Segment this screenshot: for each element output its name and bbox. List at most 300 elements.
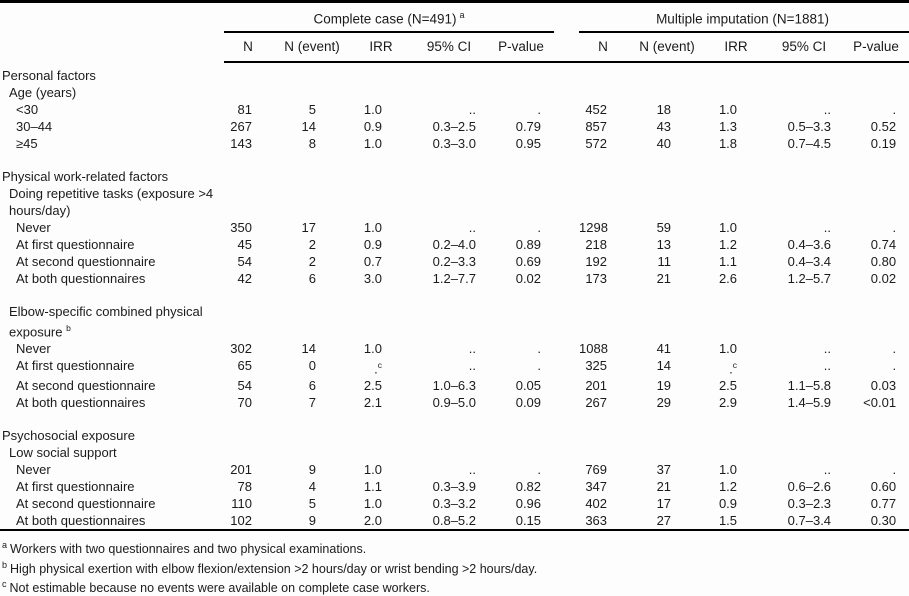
cc-cell-n-event bbox=[272, 303, 352, 340]
footnote-marker: c bbox=[2, 579, 7, 590]
group-gap-cell bbox=[554, 62, 579, 84]
cc-cell-irr bbox=[352, 185, 410, 219]
cc-cell-ci bbox=[410, 168, 488, 185]
mi-cell-ci bbox=[765, 62, 843, 84]
mi-cell-ci bbox=[765, 84, 843, 101]
col-header-p-cc: P-value bbox=[488, 32, 554, 62]
cc-cell-n-event: 9 bbox=[308, 513, 316, 529]
cc-cell-n-event: 6 bbox=[308, 378, 316, 394]
col-header-p-mi: P-value bbox=[843, 32, 909, 62]
table-row bbox=[0, 495, 909, 512]
cc-cell-n bbox=[224, 427, 272, 444]
row-label: At first questionnaire bbox=[16, 357, 135, 373]
cc-cell-ci: 0.3–3.2 bbox=[432, 496, 476, 512]
cc-cell-irr: 1.0 bbox=[363, 219, 382, 235]
group-gap-cell bbox=[554, 394, 579, 411]
mi-cell-ci: .. bbox=[823, 357, 832, 373]
mi-cell-irr: 2.6 bbox=[718, 270, 738, 286]
cc-cell-irr bbox=[352, 168, 410, 185]
mi-cell-n: 857 bbox=[585, 118, 608, 134]
table-row bbox=[0, 303, 909, 340]
mi-cell-ci: .. bbox=[823, 340, 832, 356]
superscript-marker: b bbox=[66, 322, 71, 333]
mi-cell-p-value: 0.77 bbox=[870, 496, 897, 512]
cc-cell-irr: 3.0 bbox=[363, 270, 382, 286]
mi-cell-ci bbox=[765, 303, 843, 340]
cc-cell-ci bbox=[410, 427, 488, 444]
cc-cell-ci: 0.2–3.3 bbox=[432, 253, 476, 269]
group-gap-cell bbox=[554, 478, 579, 495]
col-header-n-mi: N bbox=[579, 32, 627, 62]
group-gap-cell bbox=[554, 427, 579, 444]
cc-cell-irr: 0.7 bbox=[363, 253, 382, 269]
mi-cell-n-event: 13 bbox=[656, 236, 672, 252]
table-row bbox=[0, 84, 909, 101]
row-label: At first questionnaire bbox=[16, 236, 135, 252]
mi-cell-n-event: 14 bbox=[656, 357, 672, 373]
row-label: At both questionnaires bbox=[16, 270, 146, 286]
cc-cell-ci bbox=[410, 444, 488, 461]
cc-cell-n: 54 bbox=[237, 253, 252, 269]
cc-cell-ci: .. bbox=[468, 340, 476, 356]
cc-cell-p-value: 0.69 bbox=[515, 253, 542, 269]
table-row bbox=[0, 478, 909, 495]
mi-cell-n-event bbox=[627, 62, 707, 84]
cc-cell-n bbox=[224, 185, 272, 219]
mi-cell-irr: 1.2 bbox=[718, 236, 738, 252]
mi-cell-p-value: . bbox=[892, 101, 897, 117]
group-gap-cell bbox=[554, 84, 579, 101]
group-gap-cell bbox=[554, 185, 579, 219]
cc-cell-p-value: 0.05 bbox=[515, 378, 542, 394]
mi-cell-p-value: . bbox=[892, 340, 897, 356]
mi-cell-irr: .$^c$ bbox=[729, 359, 738, 377]
group-gap-cell bbox=[554, 461, 579, 478]
mi-cell-n bbox=[579, 185, 627, 219]
mi-cell-n-event bbox=[627, 427, 707, 444]
cc-cell-irr: 1.0 bbox=[363, 462, 382, 478]
footnotes bbox=[0, 531, 909, 596]
row-label: Physical work-related factors bbox=[2, 168, 169, 184]
mi-cell-ci bbox=[765, 444, 843, 461]
cc-cell-p-value bbox=[488, 84, 554, 101]
mi-cell-n-event: 19 bbox=[656, 378, 672, 394]
mi-cell-n bbox=[579, 84, 627, 101]
mi-cell-n: 363 bbox=[585, 513, 608, 529]
row-label: At second questionnaire bbox=[16, 253, 156, 269]
row-label: Age (years) bbox=[9, 84, 77, 100]
cc-cell-n-event bbox=[272, 62, 352, 84]
cc-cell-n: 81 bbox=[237, 101, 252, 117]
group-gap-cell bbox=[554, 357, 579, 377]
table-row bbox=[0, 236, 909, 253]
group-gap-cell bbox=[554, 118, 579, 135]
row-label: Never bbox=[16, 340, 51, 356]
cc-cell-n bbox=[224, 84, 272, 101]
cc-cell-n: 201 bbox=[230, 462, 252, 478]
cc-cell-irr: 2.1 bbox=[363, 395, 382, 411]
cc-cell-irr: 2.0 bbox=[363, 513, 382, 529]
mi-cell-p-value: <0.01 bbox=[863, 395, 897, 411]
mi-cell-ci: 1.4–5.9 bbox=[787, 395, 832, 411]
table-row bbox=[0, 270, 909, 287]
mi-cell-n: 452 bbox=[585, 101, 608, 117]
footnote-c bbox=[2, 577, 907, 596]
row-label: Never bbox=[16, 219, 51, 235]
cc-cell-p-value bbox=[488, 185, 554, 219]
mi-cell-n-event: 21 bbox=[656, 270, 672, 286]
row-label: At second questionnaire bbox=[16, 496, 156, 512]
column-header-row bbox=[0, 32, 909, 62]
row-label: At second questionnaire bbox=[16, 378, 156, 394]
mi-cell-ci: 0.7–4.5 bbox=[787, 135, 832, 151]
cc-cell-n bbox=[224, 168, 272, 185]
mi-cell-n-event bbox=[627, 303, 707, 340]
cc-cell-irr: 0.9 bbox=[363, 236, 382, 252]
mi-cell-n bbox=[579, 427, 627, 444]
cc-cell-n: 65 bbox=[237, 357, 252, 373]
cc-cell-irr: 1.0 bbox=[363, 101, 382, 117]
group-gap-cell bbox=[554, 253, 579, 270]
mi-cell-n bbox=[579, 444, 627, 461]
column-header-gap bbox=[554, 32, 579, 62]
footnote-a bbox=[2, 538, 907, 558]
cc-cell-n-event bbox=[272, 427, 352, 444]
mi-cell-ci: 0.5–3.3 bbox=[787, 118, 832, 134]
cc-cell-n-event: 5 bbox=[308, 101, 316, 117]
cc-cell-n bbox=[224, 303, 272, 340]
cc-cell-ci: 0.3–3.0 bbox=[432, 135, 476, 151]
mi-cell-irr bbox=[707, 303, 765, 340]
table-row bbox=[0, 340, 909, 357]
cc-cell-n: 54 bbox=[237, 378, 252, 394]
cc-cell-irr: 1.1 bbox=[363, 479, 382, 495]
table-row bbox=[0, 219, 909, 236]
table-row bbox=[0, 185, 909, 219]
cc-cell-n-event: 9 bbox=[308, 462, 316, 478]
cc-cell-irr: 1.0 bbox=[363, 496, 382, 512]
mi-cell-n-event bbox=[627, 444, 707, 461]
mi-cell-ci: .. bbox=[823, 462, 832, 478]
col-header-ci-cc: 95% CI bbox=[410, 32, 488, 62]
cc-cell-n: 110 bbox=[231, 496, 252, 512]
cc-cell-n-event: 8 bbox=[308, 135, 316, 151]
cc-cell-n-event bbox=[272, 168, 352, 185]
col-header-n-event-cc: N (event) bbox=[272, 32, 352, 62]
cc-cell-p-value: 0.79 bbox=[515, 118, 542, 134]
col-header-n-event-mi: N (event) bbox=[627, 32, 707, 62]
mi-cell-p-value bbox=[843, 185, 909, 219]
mi-cell-n: 402 bbox=[585, 496, 608, 512]
table-row bbox=[0, 377, 909, 394]
mi-cell-irr bbox=[707, 185, 765, 219]
mi-cell-p-value bbox=[843, 62, 909, 84]
cc-cell-n: 102 bbox=[230, 513, 252, 529]
table-body bbox=[0, 62, 909, 531]
mi-cell-n: 1298 bbox=[579, 219, 608, 235]
cc-cell-n-event: 2 bbox=[308, 236, 316, 252]
mi-cell-p-value bbox=[843, 84, 909, 101]
superscript-marker: c bbox=[732, 359, 738, 370]
footnote-text: High physical exertion with elbow flexion/extension >2 hours/day or wrist bending >2 hours/day. bbox=[10, 561, 538, 576]
mi-cell-p-value: . bbox=[892, 357, 897, 373]
mi-cell-n: 173 bbox=[585, 270, 608, 286]
group-superscript: a bbox=[459, 10, 465, 20]
mi-cell-irr: 1.0 bbox=[718, 219, 738, 235]
cc-cell-n: 70 bbox=[237, 395, 252, 411]
mi-cell-ci: 1.1–5.8 bbox=[787, 378, 832, 394]
cc-cell-ci: .. bbox=[468, 462, 476, 478]
section-spacer bbox=[0, 287, 909, 303]
section-spacer bbox=[0, 411, 909, 427]
group-gap-cell bbox=[554, 168, 579, 185]
mi-cell-n-event bbox=[627, 168, 707, 185]
mi-cell-n-event: 43 bbox=[656, 118, 672, 134]
mi-cell-n: 267 bbox=[585, 395, 608, 411]
cc-cell-irr bbox=[352, 62, 410, 84]
group-label: Complete case (N=491) bbox=[313, 11, 457, 27]
cc-cell-ci: 0.9–5.0 bbox=[432, 395, 476, 411]
mi-cell-irr: 1.8 bbox=[718, 135, 738, 151]
mi-cell-irr: 0.9 bbox=[718, 496, 738, 512]
table-row bbox=[0, 461, 909, 478]
footnote-b bbox=[2, 558, 907, 578]
group-gap-cell bbox=[554, 303, 579, 340]
mi-cell-p-value: 0.60 bbox=[870, 479, 897, 495]
mi-cell-p-value: 0.19 bbox=[870, 135, 897, 151]
cc-cell-p-value: . bbox=[537, 219, 542, 235]
mi-cell-ci: 0.4–3.6 bbox=[787, 236, 832, 252]
mi-cell-ci: 0.4–3.4 bbox=[787, 253, 832, 269]
mi-cell-irr: 1.0 bbox=[718, 340, 738, 356]
cc-cell-n-event: 17 bbox=[301, 219, 316, 235]
cc-cell-n-event: 2 bbox=[308, 253, 316, 269]
mi-cell-n: 201 bbox=[585, 378, 608, 394]
mi-cell-ci: 0.6–2.6 bbox=[787, 479, 832, 495]
cc-cell-p-value: . bbox=[537, 340, 542, 356]
cc-cell-p-value: 0.89 bbox=[515, 236, 542, 252]
table-row bbox=[0, 135, 909, 152]
row-label: At both questionnaires bbox=[16, 513, 146, 529]
group-gap-cell bbox=[554, 340, 579, 357]
mi-cell-n-event: 40 bbox=[656, 135, 672, 151]
table-row bbox=[0, 427, 909, 444]
col-header-ci-mi: 95% CI bbox=[765, 32, 843, 62]
cc-cell-n-event: 4 bbox=[308, 479, 316, 495]
table-row bbox=[0, 253, 909, 270]
group-header-row bbox=[0, 2, 909, 32]
table-row bbox=[0, 394, 909, 411]
cc-cell-p-value bbox=[488, 444, 554, 461]
mi-cell-n-event: 27 bbox=[656, 513, 672, 529]
mi-cell-p-value bbox=[843, 303, 909, 340]
spacer-row bbox=[0, 152, 909, 168]
footnote-text: Workers with two questionnaires and two physical examinations. bbox=[10, 542, 367, 557]
cc-cell-irr: 1.0 bbox=[363, 340, 382, 356]
cc-cell-p-value: 0.96 bbox=[515, 496, 542, 512]
superscript-marker: c bbox=[377, 359, 382, 370]
mi-cell-n: 347 bbox=[585, 479, 608, 495]
label-column-spacer bbox=[0, 2, 224, 32]
mi-cell-ci bbox=[765, 427, 843, 444]
mi-cell-p-value: . bbox=[892, 462, 897, 478]
mi-cell-p-value bbox=[843, 168, 909, 185]
mi-cell-p-value: 0.74 bbox=[870, 236, 897, 252]
group-gap-cell bbox=[554, 270, 579, 287]
mi-cell-n-event: 41 bbox=[656, 340, 672, 356]
row-label: ≥45 bbox=[16, 135, 38, 151]
mi-cell-ci bbox=[765, 185, 843, 219]
mi-cell-p-value: 0.30 bbox=[870, 513, 897, 529]
mi-cell-n: 325 bbox=[585, 357, 608, 373]
group-gap-cell bbox=[554, 101, 579, 118]
mi-cell-ci: .. bbox=[823, 219, 832, 235]
mi-cell-ci bbox=[765, 168, 843, 185]
cc-cell-irr bbox=[352, 303, 410, 340]
cc-cell-n: 143 bbox=[230, 135, 252, 151]
mi-cell-irr bbox=[707, 168, 765, 185]
row-label: <30 bbox=[16, 101, 39, 117]
mi-cell-irr bbox=[707, 427, 765, 444]
group-gap-cell bbox=[554, 444, 579, 461]
cc-cell-ci: 1.2–7.7 bbox=[432, 270, 476, 286]
mi-cell-irr: 1.1 bbox=[718, 253, 738, 269]
mi-cell-ci: .. bbox=[823, 101, 832, 117]
cc-cell-p-value bbox=[488, 427, 554, 444]
mi-cell-n: 218 bbox=[585, 236, 608, 252]
group-gap bbox=[554, 2, 579, 32]
cc-cell-p-value: 0.02 bbox=[515, 270, 542, 286]
mi-cell-irr: 1.2 bbox=[718, 479, 738, 495]
group-label: Multiple imputation (N=1881) bbox=[656, 11, 830, 27]
row-label: 30–44 bbox=[16, 118, 53, 134]
mi-cell-p-value: 0.80 bbox=[870, 253, 897, 269]
spacer-row bbox=[0, 411, 909, 427]
mi-cell-n bbox=[579, 168, 627, 185]
cc-cell-n bbox=[224, 62, 272, 84]
group-gap-cell bbox=[554, 512, 579, 530]
cc-cell-p-value bbox=[488, 303, 554, 340]
mi-cell-n: 1088 bbox=[579, 340, 608, 356]
mi-cell-ci: 0.7–3.4 bbox=[787, 513, 832, 529]
mi-cell-irr: 1.0 bbox=[718, 101, 738, 117]
mi-cell-n: 572 bbox=[585, 135, 608, 151]
spacer-row bbox=[0, 287, 909, 303]
cc-cell-irr bbox=[352, 84, 410, 101]
cc-cell-n-event: 14 bbox=[301, 340, 316, 356]
footnote-text: Not estimable because no events were available on complete case workers. bbox=[9, 581, 430, 596]
cc-cell-n: 302 bbox=[230, 340, 252, 356]
cc-cell-p-value: . bbox=[537, 101, 542, 117]
cc-cell-p-value: 0.09 bbox=[515, 395, 542, 411]
mi-cell-n: 769 bbox=[585, 462, 608, 478]
footnote-marker: b bbox=[2, 559, 8, 570]
label-column-spacer bbox=[0, 32, 224, 62]
mi-cell-ci: 1.2–5.7 bbox=[787, 270, 832, 286]
col-header-irr-mi: IRR bbox=[707, 32, 765, 62]
cc-cell-n: 78 bbox=[237, 479, 252, 495]
cc-cell-irr: 0.9 bbox=[363, 118, 382, 134]
table-row bbox=[0, 118, 909, 135]
mi-cell-n: 192 bbox=[585, 253, 608, 269]
cc-cell-irr bbox=[352, 427, 410, 444]
cc-cell-n: 267 bbox=[230, 118, 252, 134]
cc-cell-irr: .$^c$ bbox=[374, 359, 382, 377]
cc-cell-n-event: 0 bbox=[308, 357, 316, 373]
mi-cell-p-value: 0.52 bbox=[870, 118, 897, 134]
row-label: Elbow-specific combined physical exposure $^b$ bbox=[9, 303, 203, 339]
mi-cell-n-event: 17 bbox=[656, 496, 672, 512]
mi-cell-n-event bbox=[627, 84, 707, 101]
cc-cell-p-value: . bbox=[537, 462, 542, 478]
mi-cell-irr bbox=[707, 84, 765, 101]
table-row bbox=[0, 101, 909, 118]
table-row bbox=[0, 168, 909, 185]
cc-cell-n-event bbox=[272, 84, 352, 101]
group-header-complete-case bbox=[224, 2, 554, 32]
mi-cell-n-event: 37 bbox=[656, 462, 672, 478]
mi-cell-p-value bbox=[843, 444, 909, 461]
col-header-irr-cc: IRR bbox=[352, 32, 410, 62]
cc-cell-n: 42 bbox=[237, 270, 252, 286]
group-gap-cell bbox=[554, 219, 579, 236]
section-spacer bbox=[0, 152, 909, 168]
mi-cell-n bbox=[579, 303, 627, 340]
mi-cell-n-event: 59 bbox=[656, 219, 672, 235]
cc-cell-p-value: . bbox=[537, 357, 542, 373]
cc-cell-p-value: 0.95 bbox=[515, 135, 542, 151]
row-label: At both questionnaires bbox=[16, 395, 146, 411]
group-gap-cell bbox=[554, 135, 579, 152]
cc-cell-n-event bbox=[272, 185, 352, 219]
mi-cell-irr: 2.9 bbox=[718, 395, 738, 411]
table-row bbox=[0, 512, 909, 530]
cc-cell-ci: 0.8–5.2 bbox=[432, 513, 476, 529]
row-label: Personal factors bbox=[2, 67, 96, 83]
cc-cell-ci: .. bbox=[468, 357, 476, 373]
cc-cell-n: 350 bbox=[230, 219, 252, 235]
col-header-n-cc: N bbox=[224, 32, 272, 62]
cc-cell-p-value bbox=[488, 62, 554, 84]
mi-cell-n-event bbox=[627, 185, 707, 219]
mi-cell-irr: 1.0 bbox=[718, 462, 738, 478]
row-label: Doing repetitive tasks (exposure >4 hours/day) bbox=[9, 185, 214, 218]
row-label: Psychosocial exposure bbox=[2, 428, 135, 444]
cc-cell-n: 45 bbox=[237, 236, 252, 252]
mi-cell-p-value: 0.02 bbox=[870, 270, 897, 286]
group-gap-cell bbox=[554, 236, 579, 253]
cc-cell-n-event: 5 bbox=[308, 496, 316, 512]
cc-cell-p-value bbox=[488, 168, 554, 185]
mi-cell-p-value: 0.03 bbox=[870, 378, 897, 394]
footnote-marker: a bbox=[2, 540, 8, 551]
cc-cell-ci: .. bbox=[468, 219, 476, 235]
mi-cell-n-event: 21 bbox=[656, 479, 672, 495]
cc-cell-ci bbox=[410, 303, 488, 340]
mi-cell-n-event: 29 bbox=[656, 395, 672, 411]
cc-cell-ci: 0.3–2.5 bbox=[432, 118, 476, 134]
row-label: At first questionnaire bbox=[16, 479, 135, 495]
mi-cell-irr: 1.3 bbox=[718, 118, 738, 134]
row-label: Low social support bbox=[9, 445, 117, 461]
cc-cell-ci: 1.0–6.3 bbox=[432, 378, 476, 394]
row-label: Never bbox=[16, 462, 51, 478]
cc-cell-irr: 2.5 bbox=[363, 378, 382, 394]
cc-cell-irr: 1.0 bbox=[363, 135, 382, 151]
cc-cell-p-value: 0.15 bbox=[515, 513, 542, 529]
cc-cell-n-event: 14 bbox=[301, 118, 316, 134]
cc-cell-ci: 0.3–3.9 bbox=[432, 479, 476, 495]
